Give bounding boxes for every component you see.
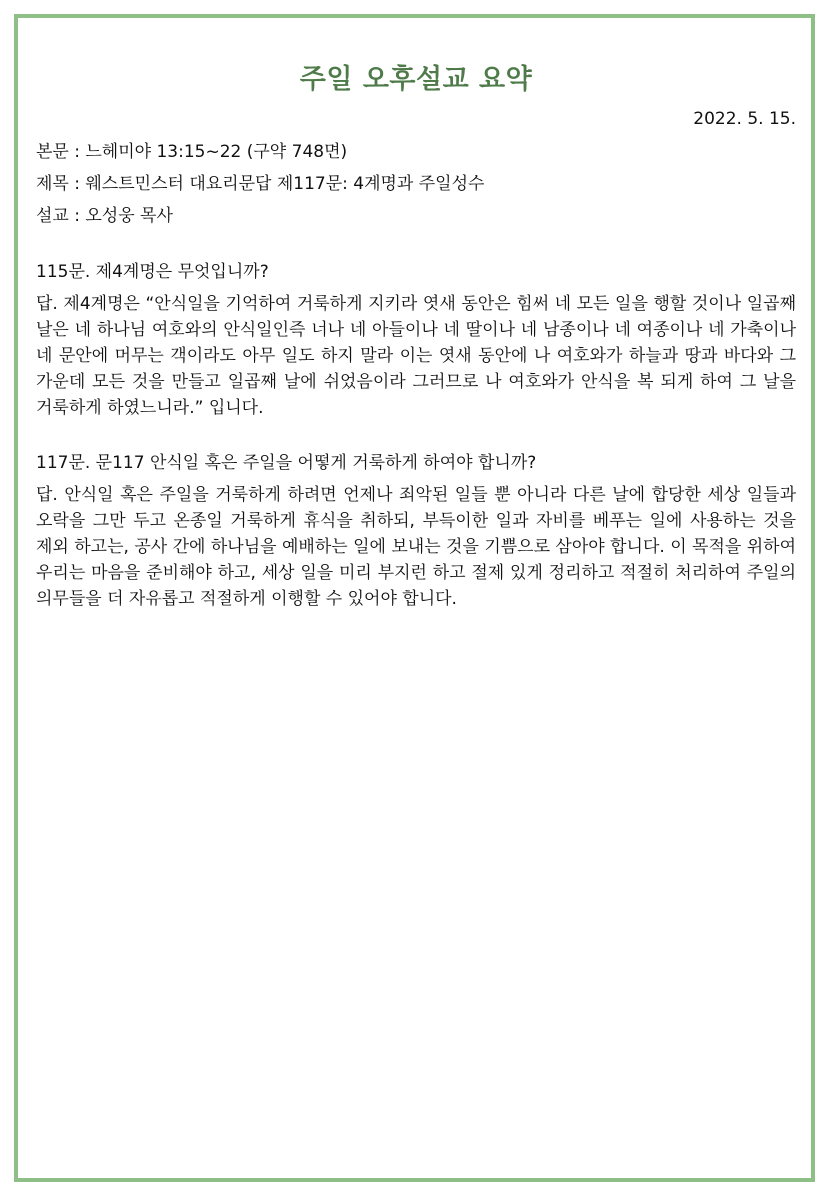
question-heading: 117문. 문117 안식일 혹은 주일을 어떻게 거룩하게 하여야 합니까? (36, 453, 537, 473)
answer-paragraph: 답. 제4계명은 “안식일을 기억하여 거룩하게 지키라 엿새 동안은 힘써 네 모든 일을 행할 것이나 일곱째 날은 네 하나님 여호와의 안식일인즉 너나 네 아들이나 네 딸이나 네 남종이나 네 여종이나 네 가축이나 네 문안에 머무는 객이라도 아무 일도 하지 말라 이는 엿새 동안에 나 여호와가 하늘과 땅과 바다와 그 가운데 모든 것을 만들고 일곱째 날에 쉬었음이라 그러므로 나 여호와가 안식을 복 되게 하여 그 날을 거룩하게 하였느니라.” 입니다. (36, 294, 796, 418)
answer-paragraph: 답. 안식일 혹은 주일을 거룩하게 하려면 언제나 죄악된 일들 뿐 아니라 다른 날에 합당한 세상 일들과 오락을 그만 두고 온종일 거룩하게 휴식을 취하되, 부득이한 일과 자비를 베푸는 일에 사용하는 것을 제외 하고는, 공사 간에 하나님을 예배하는 일에 보내는 것을 기쁨으로 삼아야 합니다. 이 목적을 위하여 우리는 마음을 준비해야 하고, 세상 일을 미리 부지런 하고 절제 있게 정리하고 적절히 처리하여 주일의 의무들을 더 자유롭고 적절하게 이행할 수 있어야 합니다. (36, 485, 796, 609)
qa-section-115 (36, 256, 796, 421)
scripture-line: 본문 : 느헤미야 13:15~22 (구약 748면) (36, 142, 348, 162)
qa-section-117 (36, 447, 796, 612)
preacher-line: 설교 : 오성웅 목사 (36, 206, 173, 226)
document-body (36, 58, 796, 612)
sermon-meta (36, 136, 796, 232)
sermon-title-line: 제목 : 웨스트민스터 대요리문답 제117문: 4계명과 주일성수 (36, 174, 485, 194)
page-title: 주일 오후설교 요약 (299, 64, 533, 95)
question-heading: 115문. 제4계명은 무엇입니까? (36, 262, 269, 282)
sermon-date: 2022. 5. 15. (693, 109, 796, 129)
